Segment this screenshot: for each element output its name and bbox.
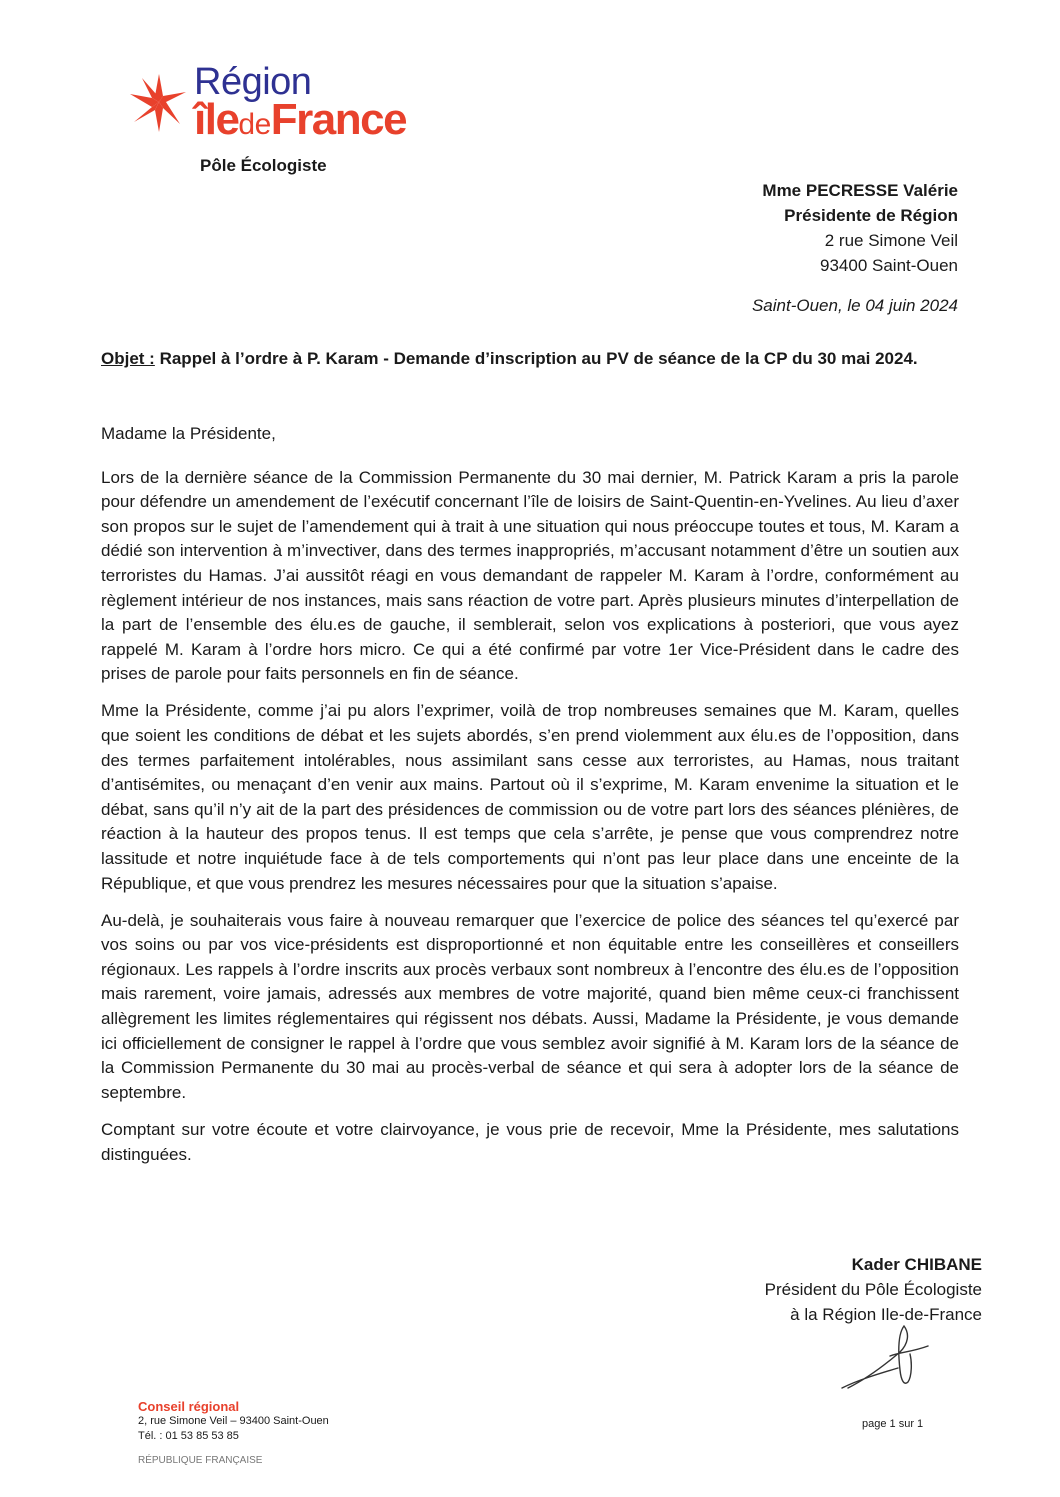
paragraph: Au-delà, je souhaiterais vous faire à nouveau remarquer que l’exercice de police des séances tel qu’exercé par vos soins ou par vos vice-présidents est disproportionné et non équitable entre les conseillères et conseillers régionaux. Les rappels à l’ordre inscrits aux procès verbaux sont nombreux à l’encontre des élu.es de l’opposition mais rarement, voire jamais, adressés aux membres de votre majorité, quand bien même ceux-ci franchissent allègrement les limites réglementaires qui régissent nos débats. Aussi, Madame la Présidente, je vous demande ici officiellement de consigner le rappel à l’ordre que vous semblez avoir signifié à M. Karam lors de la séance de la Commission Permanente du 30 mai au procès-verbal de séance et qui sera à adopter lors de la séance de septembre.	[101, 910, 959, 1102]
footer-address: 2, rue Simone Veil – 93400 Saint-Ouen	[138, 1415, 329, 1427]
signatory-block	[765, 1252, 982, 1327]
sender-group: Pôle Écologiste	[200, 156, 327, 175]
footer	[138, 1399, 329, 1468]
subject-text: Rappel à l’ordre à P. Karam - Demande d’inscription au PV de séance de la CP du 30 mai 2024.	[159, 349, 918, 368]
signatory-name: Kader CHIBANE	[851, 1255, 982, 1274]
footer-org: Conseil régional	[138, 1399, 240, 1414]
letter-body	[101, 422, 959, 1180]
paragraph: Mme la Présidente, comme j’ai pu alors l’exprimer, voilà de trop nombreuses semaines que M. Karam, quelles que soient les conditions de débat et les sujets abordés, s’en prend violemment aux élu.es de l’opposition, dans des termes parfaitement intolérables, nous assimilant sans cesse aux terroristes, au Hamas, nous traitant d’antisémites, ou menaçant d’en venir aux mains. Partout où il s’exprime, M. Karam envenime la situation et le débat, sans qu’il n’y ait de la part des présidences de commission ou de votre part lors des séances plénières, de réaction à la hauteur des propos tenus. Il est temps que cela s’arrête, je pense que vous comprendrez notre lassitude et notre inquiétude face à de tels comportements qui n’ont pas leur place dans une enceinte de la République, et que vous prendrez les mesures nécessaires pour que la situation s’apaise.	[101, 701, 959, 893]
handwritten-signature	[838, 1322, 934, 1394]
signatory-org: à la Région Ile-de-France	[790, 1305, 982, 1324]
letter-date: Saint-Ouen, le 04 juin 2024	[751, 296, 958, 315]
recipient-title: Présidente de Région	[784, 206, 958, 225]
recipient-street: 2 rue Simone Veil	[824, 231, 958, 250]
paragraph: Comptant sur votre écoute et votre clairvoyance, je vous prie de recevoir, Mme la Présidente, mes salutations distinguées.	[101, 1119, 959, 1164]
signatory-role: Président du Pôle Écologiste	[764, 1280, 982, 1299]
subject-label: Objet :	[101, 349, 155, 368]
paragraph: Lors de la dernière séance de la Commission Permanente du 30 mai dernier, M. Patrick Karam a pris la parole pour défendre un amendement de l’exécutif concernant l’île de loisirs de Saint-Quentin-en-Yvelines. Au lieu d’axer son propos sur le sujet de l’amendement qui à trait à une situation qui nous préoccupe toutes et tous, M. Karam a dédié son intervention à m’invectiver, dans des termes inappropriés, m’accusant notamment d’être un soutien aux terroristes du Hamas. J’ai aussitôt réagi en vous demandant de rappeler M. Karam à l’ordre, conformément au règlement intérieur de nos instances, mais sans réaction de votre part. Après plusieurs minutes d’interpellation de la part de l’ensemble des élu.es de gauche, il semblerait, selon vos explications à posteriori, que vous ayez rappelé M. Karam à l’ordre hors micro. Ce qui a été confirmé par votre 1er Vice-Président dans le cadre des prises de parole pour faits personnels en fin de séance.	[101, 467, 959, 684]
region-logo	[128, 61, 448, 144]
star-icon	[128, 72, 190, 134]
logo-idf-text: îledeFrance	[194, 95, 407, 144]
footer-republique: RÉPUBLIQUE FRANÇAISE	[138, 1455, 263, 1466]
recipient-name: Mme PECRESSE Valérie	[762, 181, 958, 200]
recipient-city: 93400 Saint-Ouen	[820, 256, 958, 275]
greeting: Madame la Présidente,	[101, 424, 276, 443]
logo-region-text: Région	[194, 61, 312, 103]
letter-subject	[101, 347, 959, 371]
footer-phone: Tél. : 01 53 85 53 85	[138, 1430, 239, 1442]
page-number: page 1 sur 1	[862, 1418, 924, 1430]
recipient-address	[762, 178, 958, 278]
